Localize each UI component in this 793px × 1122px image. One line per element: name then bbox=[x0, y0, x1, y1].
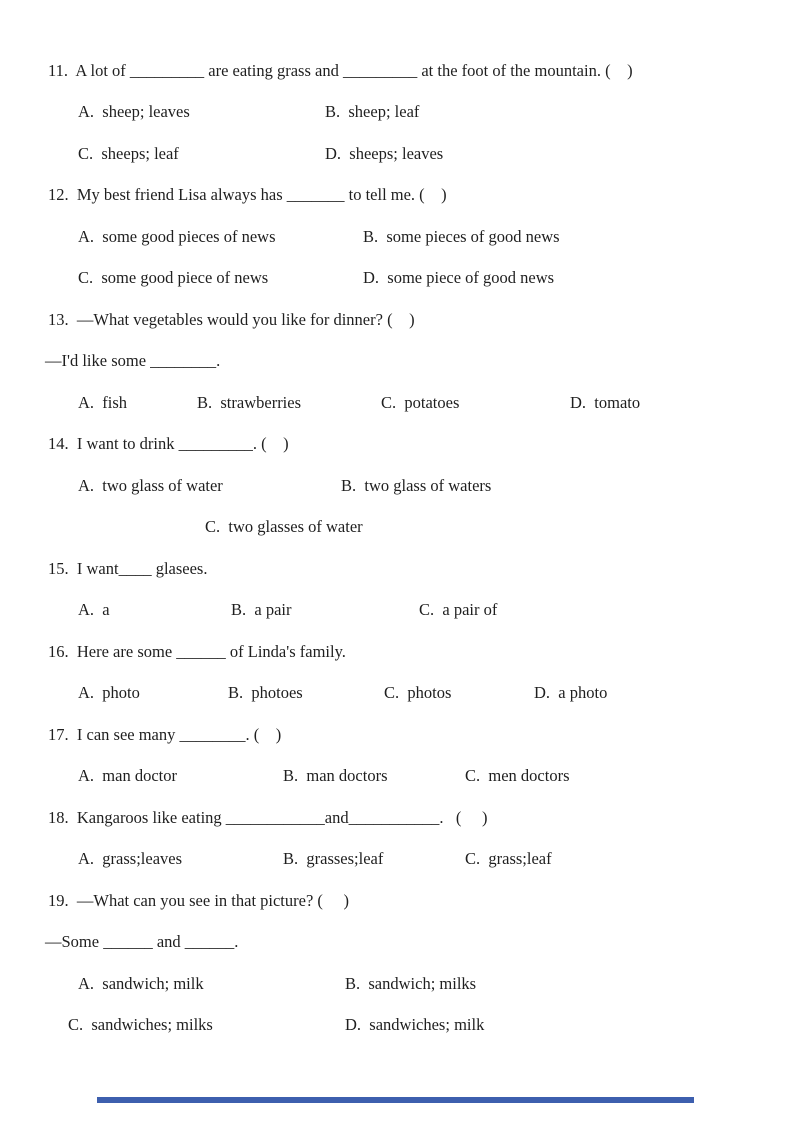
q13-stem: 13. —What vegetables would you like for dinner? ( ) bbox=[48, 310, 415, 329]
q11 bbox=[0, 58, 793, 84]
q19-followup bbox=[0, 929, 793, 955]
q12-option-a: A. some good pieces of news bbox=[78, 227, 276, 246]
q19-stem: 19. —What can you see in that picture? ( ) bbox=[48, 891, 350, 910]
q12-option-b: B. some pieces of good news bbox=[363, 227, 560, 246]
q11-options-row-1 bbox=[0, 99, 793, 125]
q13-followup-text: —I'd like some ________. bbox=[45, 351, 221, 370]
q19-option-c: C. sandwiches; milks bbox=[68, 1015, 213, 1034]
q15 bbox=[0, 556, 793, 582]
q14-options-row-2 bbox=[0, 514, 793, 540]
q18-options-row bbox=[0, 846, 793, 872]
q15-option-b: B. a pair bbox=[231, 600, 292, 619]
footer-rule bbox=[97, 1097, 694, 1103]
q18-option-c: C. grass;leaf bbox=[465, 849, 552, 868]
q16-option-d: D. a photo bbox=[534, 683, 608, 702]
q12-options-row-2 bbox=[0, 265, 793, 291]
q13-option-a: A. fish bbox=[78, 393, 128, 412]
q17-option-c: C. men doctors bbox=[465, 766, 570, 785]
q11-option-c: C. sheeps; leaf bbox=[78, 144, 179, 163]
q15-options-row bbox=[0, 597, 793, 623]
q14-option-a: A. two glass of water bbox=[78, 476, 223, 495]
q17 bbox=[0, 722, 793, 748]
q12-option-d: D. some piece of good news bbox=[363, 268, 555, 287]
q12-options-row-1 bbox=[0, 224, 793, 250]
q12-stem: 12. My best friend Lisa always has _______ to tell me. ( ) bbox=[48, 185, 447, 204]
q13-options-row bbox=[0, 390, 793, 416]
q16-option-c: C. photos bbox=[384, 683, 452, 702]
q15-option-a: A. a bbox=[78, 600, 110, 619]
q15-stem: 15. I want____ glasees. bbox=[48, 559, 208, 578]
q16-option-a: A. photo bbox=[78, 683, 140, 702]
q14-option-c: C. two glasses of water bbox=[205, 517, 363, 536]
q18-option-b: B. grasses;leaf bbox=[283, 849, 384, 868]
q19-options-row-2 bbox=[0, 1012, 793, 1038]
q11-stem: 11. A lot of _________ are eating grass and _________ at the foot of the mountain. ( ) bbox=[48, 61, 633, 80]
q13-option-b: B. strawberries bbox=[197, 393, 302, 412]
q18-stem: 18. Kangaroos like eating ____________and___________. ( ) bbox=[48, 808, 488, 827]
q17-option-a: A. man doctor bbox=[78, 766, 177, 785]
q14-option-b: B. two glass of waters bbox=[341, 476, 492, 495]
q13 bbox=[0, 307, 793, 333]
q15-option-c: C. a pair of bbox=[419, 600, 498, 619]
q12-option-c: C. some good piece of news bbox=[78, 268, 269, 287]
q19-option-a: A. sandwich; milk bbox=[78, 974, 204, 993]
q17-options-row bbox=[0, 763, 793, 789]
q19-options-row-1 bbox=[0, 971, 793, 997]
q17-option-b: B. man doctors bbox=[283, 766, 388, 785]
q16-options-row bbox=[0, 680, 793, 706]
q17-stem: 17. I can see many ________. ( ) bbox=[48, 725, 282, 744]
q16 bbox=[0, 639, 793, 665]
q11-option-a: A. sheep; leaves bbox=[78, 102, 190, 121]
q19-option-b: B. sandwich; milks bbox=[345, 974, 477, 993]
q11-option-d: D. sheeps; leaves bbox=[325, 144, 444, 163]
q18-option-a: A. grass;leaves bbox=[78, 849, 183, 868]
q13-option-d: D. tomato bbox=[570, 393, 641, 412]
q16-option-b: B. photoes bbox=[228, 683, 303, 702]
q11-option-b: B. sheep; leaf bbox=[325, 102, 420, 121]
q19-followup-text: —Some ______ and ______. bbox=[45, 932, 239, 951]
q13-option-c: C. potatoes bbox=[381, 393, 460, 412]
q12 bbox=[0, 182, 793, 208]
q13-followup bbox=[0, 348, 793, 374]
q16-stem: 16. Here are some ______ of Linda's family. bbox=[48, 642, 346, 661]
q14-stem: 14. I want to drink _________. ( ) bbox=[48, 434, 289, 453]
q19 bbox=[0, 888, 793, 914]
q14-options-row-1 bbox=[0, 473, 793, 499]
q18 bbox=[0, 805, 793, 831]
q14 bbox=[0, 431, 793, 457]
q19-option-d: D. sandwiches; milk bbox=[345, 1015, 485, 1034]
q11-options-row-2 bbox=[0, 141, 793, 167]
